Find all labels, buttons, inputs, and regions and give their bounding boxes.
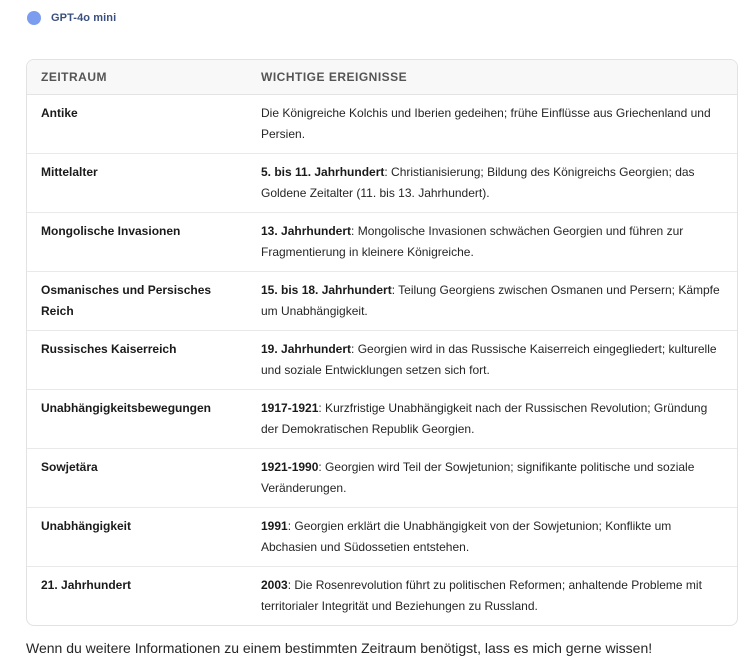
events-cell	[247, 213, 737, 272]
event-description: : Mongolische Invasionen schwächen Georgien und führen zur Fragmentierung in kleinere Königreiche.	[261, 224, 684, 259]
period-cell: Sowjetära	[27, 449, 247, 508]
event-date: 1921-1990	[261, 460, 319, 474]
event-description: : Georgien erklärt die Unabhängigkeit von der Sowjetunion; Konflikte um Abchasien und Südossetien entstehen.	[261, 519, 672, 554]
period-cell: Mittelalter	[27, 154, 247, 213]
period-cell: Unabhängigkeitsbewegungen	[27, 390, 247, 449]
period-cell: Mongolische Invasionen	[27, 213, 247, 272]
event-date: 1991	[261, 519, 288, 533]
table-row	[27, 508, 737, 567]
history-table	[26, 59, 738, 626]
period-cell: Russisches Kaiserreich	[27, 331, 247, 390]
table-body	[27, 95, 737, 626]
event-description: : Georgien wird Teil der Sowjetunion; signifikante politische und soziale Veränderungen.	[261, 460, 695, 495]
period-cell: Unabhängigkeit	[27, 508, 247, 567]
table-row	[27, 390, 737, 449]
event-date: 2003	[261, 578, 288, 592]
table-row	[27, 331, 737, 390]
events-cell	[247, 567, 737, 626]
events-cell	[247, 508, 737, 567]
event-description: : Kurzfristige Unabhängigkeit nach der Russischen Revolution; Gründung der Demokratischen Republik Georgien.	[261, 401, 708, 436]
table-row	[27, 567, 737, 626]
event-description: Die Königreiche Kolchis und Iberien gedeihen; frühe Einflüsse aus Griechenland und Persien.	[261, 106, 711, 141]
table-row	[27, 154, 737, 213]
model-avatar-icon	[27, 11, 41, 25]
events-cell	[247, 390, 737, 449]
events-cell	[247, 95, 737, 154]
event-date: 19. Jahrhundert	[261, 342, 352, 356]
event-date: 15. bis 18. Jahrhundert	[261, 283, 392, 297]
table-row	[27, 272, 737, 331]
event-description: : Teilung Georgiens zwischen Osmanen und Persern; Kämpfe um Unabhängigkeit.	[261, 283, 720, 318]
column-header-events: WICHTIGE EREIGNISSE	[247, 60, 737, 95]
closing-message: Wenn du weitere Informationen zu einem bestimmten Zeitraum benötigst, lass es mich gerne wissen!	[26, 640, 653, 656]
period-cell: Antike	[27, 95, 247, 154]
period-cell: 21. Jahrhundert	[41, 578, 132, 592]
period-cell: Osmanisches und Persisches Reich	[27, 272, 247, 331]
events-cell	[247, 331, 737, 390]
event-date: 13. Jahrhundert	[261, 224, 352, 238]
event-date: 1917-1921	[261, 401, 319, 415]
table-row	[27, 95, 737, 154]
events-cell	[247, 449, 737, 508]
event-description: : Die Rosenrevolution führt zu politischen Reformen; anhaltende Probleme mit territorialer Integrität und Beziehungen zu Russland.	[261, 578, 702, 613]
event-description: : Georgien wird in das Russische Kaiserreich eingegliedert; kulturelle und soziale Entwicklungen setzen sich fort.	[261, 342, 717, 377]
table-header-row	[27, 60, 737, 95]
table-row	[27, 213, 737, 272]
model-header	[27, 9, 116, 27]
model-name: GPT-4o mini	[51, 12, 117, 24]
events-cell	[247, 272, 737, 331]
events-cell	[247, 154, 737, 213]
column-header-period: ZEITRAUM	[27, 60, 247, 95]
event-date: 5. bis 11. Jahrhundert	[261, 165, 385, 179]
event-description: : Christianisierung; Bildung des Königreichs Georgien; das Goldene Zeitalter (11. bis 13. Jahrhundert).	[261, 165, 695, 200]
table-row	[27, 449, 737, 508]
